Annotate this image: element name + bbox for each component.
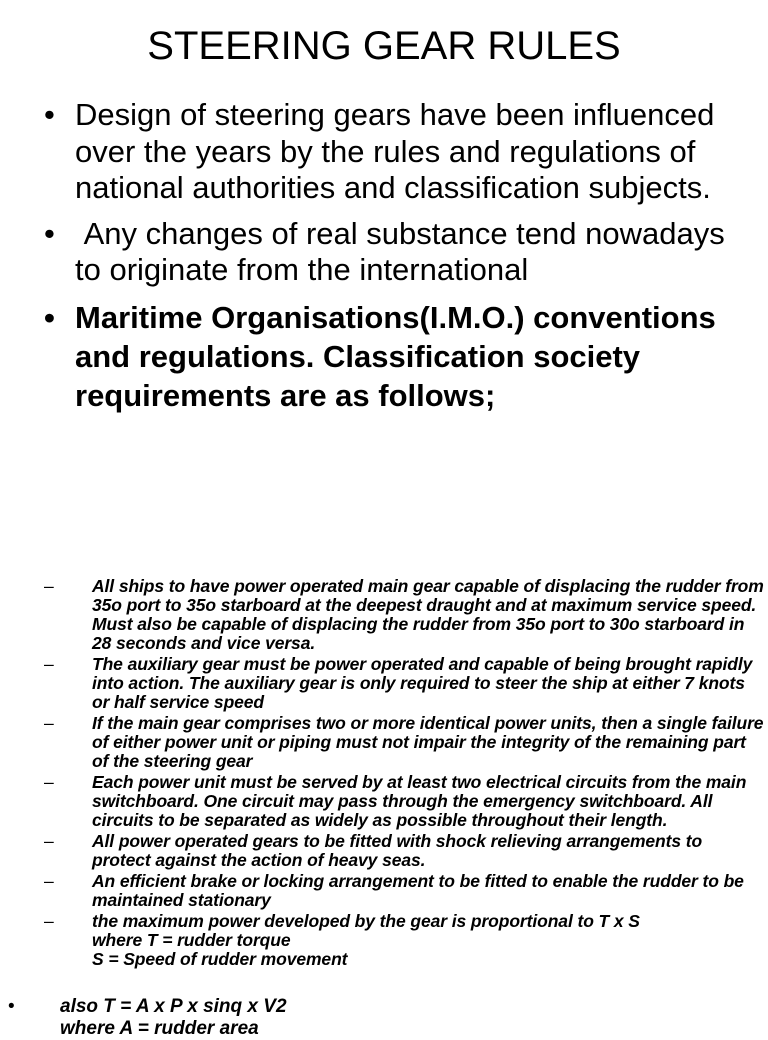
- requirements-list: [44, 577, 764, 971]
- requirement-item: [44, 872, 764, 910]
- dash-marker: –: [44, 772, 54, 792]
- requirement-item: [44, 655, 764, 712]
- dash-marker: –: [44, 831, 54, 851]
- formula-line: where A = rudder area: [60, 1018, 259, 1039]
- requirement-text: An efficient brake or locking arrangement to be fitted to enable the rudder to be maintained stationary: [92, 871, 744, 910]
- dash-marker: –: [44, 911, 54, 931]
- requirement-line: the maximum power developed by the gear is proportional to T x S: [92, 911, 640, 931]
- formula-bullet: [8, 996, 748, 1040]
- bullet-item: [44, 97, 744, 207]
- bullet-item: [44, 216, 744, 289]
- page-title: STEERING GEAR RULES: [147, 24, 621, 68]
- bullet-text: Maritime Organisations(I.M.O.) conventions and regulations. Classification society requirements are as follows;: [75, 299, 716, 413]
- requirement-item: [44, 912, 764, 969]
- dash-marker: –: [44, 576, 54, 596]
- main-bullet-list: [44, 97, 744, 424]
- requirement-item: [44, 714, 764, 771]
- bullet-dot: •: [44, 299, 55, 335]
- bullet-dot: •: [44, 97, 55, 132]
- bullet-text: Design of steering gears have been influenced over the years by the rules and regulations of national authorities and classification subjects.: [75, 97, 715, 205]
- requirement-item: [44, 832, 764, 870]
- requirement-text: If the main gear comprises two or more identical power units, then a single failure of either power unit or piping must not impair the integrity of the remaining part of the steering gear: [92, 713, 764, 771]
- requirement-text: The auxiliary gear must be power operated and capable of being brought rapidly into action. The auxiliary gear is only required to steer the ship at either 7 knots or half service speed: [92, 654, 753, 712]
- formula-line: also T = A x P x sinq x V2: [60, 996, 287, 1017]
- requirement-text: All power operated gears to be fitted with shock relieving arrangements to protect against the action of heavy seas.: [92, 831, 703, 870]
- dash-marker: –: [44, 871, 54, 891]
- bullet-dot: •: [8, 996, 15, 1017]
- requirement-item: [44, 773, 764, 830]
- requirement-item: [44, 577, 764, 653]
- requirement-line: S = Speed of rudder movement: [92, 949, 348, 969]
- requirement-text: All ships to have power operated main gear capable of displacing the rudder from 35o port to 35o starboard at the deepest draught and at maximum service speed. Must also be capable of displacing the rudder from 35o port to 30o starboard in 28 seconds and vice versa.: [92, 576, 764, 653]
- bullet-item: [44, 298, 744, 415]
- requirement-text: Each power unit must be served by at least two electrical circuits from the main switchboard. One circuit may pass through the emergency switchboard. All circuits to be separated as widely as possible throughout their length.: [92, 772, 747, 830]
- dash-marker: –: [44, 654, 54, 674]
- bullet-dot: •: [44, 215, 55, 251]
- bullet-text: Any changes of real substance tend nowadays to originate from the international: [75, 215, 734, 287]
- dash-marker: –: [44, 713, 54, 733]
- requirement-line: where T = rudder torque: [92, 930, 291, 950]
